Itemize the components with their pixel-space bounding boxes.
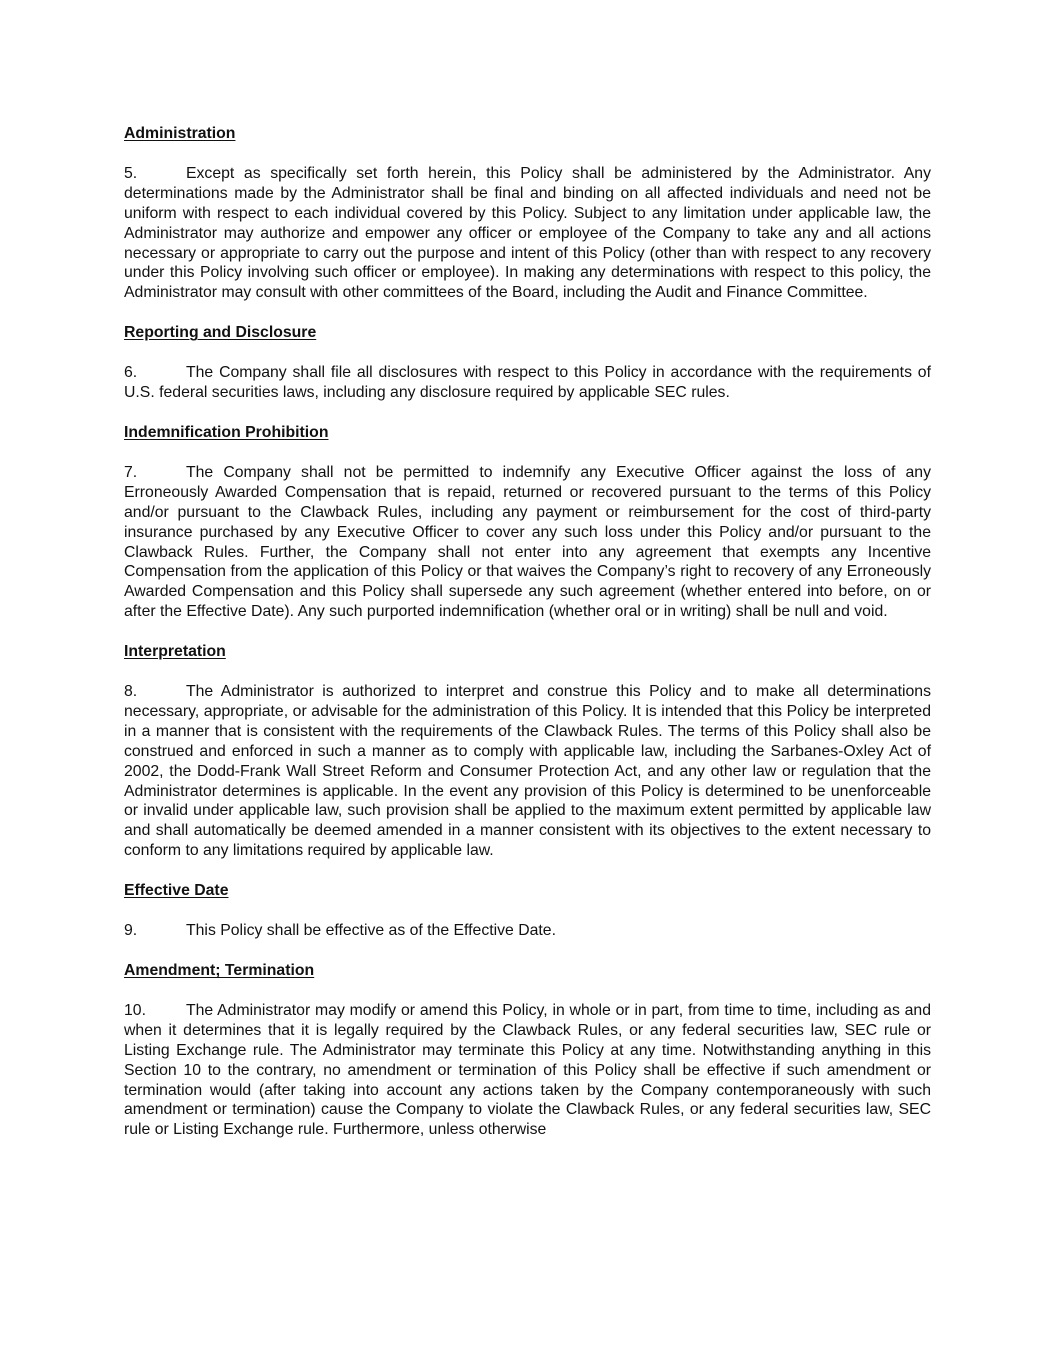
- paragraph-number: 8.: [124, 683, 138, 701]
- paragraph-number: 7.: [124, 463, 138, 481]
- section-heading-reporting-and-disclosure: Reporting and Disclosure: [124, 324, 317, 342]
- section-heading-indemnification-prohibition: Indemnification Prohibition: [124, 423, 329, 441]
- paragraph-number: 5.: [124, 164, 138, 182]
- paragraph-number: 10.: [124, 1001, 146, 1019]
- paragraph-text: Except as specifically set forth herein, this Policy shall be administered by the Administrator. Any determinations made by the Administrator shall be final and binding on all affected individuals and need not be uniform with respect to each individual covered by this Policy. Subject to any limitation under applicable law, the Administrator may authorize and empower any officer or employee of the Company to take any and all actions necessary or appropriate to carry out the purpose and intent of this Policy (other than with respect to any recovery under this Policy involving such officer or employee). In making any determinations with respect to this policy, the Administrator may consult with other committees of the Board, including the Audit and Finance Committee.: [124, 164, 931, 302]
- section-heading-interpretation: Interpretation: [124, 643, 226, 661]
- paragraph-text: The Administrator is authorized to interpret and construe this Policy and to make all determinations necessary, appropriate, or advisable for the administration of this Policy. It is intended that this Policy be interpreted in a manner that is consistent with the requirements of the Clawback Rules. The terms of this Policy shall also be construed and enforced in such a manner as to comply with applicable law, including the Sarbanes-Oxley Act of 2002, the Dodd-Frank Wall Street Reform and Consumer Protection Act, and any other law or regulation that the Administrator determines is applicable. In the event any provision of this Policy is determined to be unenforceable or invalid under applicable law, such provision shall be applied to the maximum extent permitted by applicable law and shall automatically be deemed amended in a manner consistent with its objectives to the extent necessary to conform to any limitations required by applicable law.: [124, 683, 931, 860]
- section-paragraph-7: [124, 463, 931, 622]
- paragraph-text: The Company shall file all disclosures with respect to this Policy in accordance with the requirements of U.S. federal securities laws, including any disclosure required by applicable SEC rules.: [124, 364, 931, 402]
- paragraph-number: 6.: [124, 364, 138, 382]
- document-page: [124, 124, 931, 1160]
- section-heading-effective-date: Effective Date: [124, 882, 229, 900]
- section-heading-amendment-termination: Amendment; Termination: [124, 962, 315, 979]
- section-paragraph-9: [124, 921, 931, 941]
- paragraph-number: 9.: [124, 922, 138, 940]
- section-paragraph-5: [124, 164, 931, 303]
- section-paragraph-8: [124, 682, 931, 861]
- section-paragraph-6: [124, 363, 931, 403]
- paragraph-text: The Administrator may modify or amend this Policy, in whole or in part, from time to time, including as and when it determines that it is legally required by the Clawback Rules, or any federal securities law, SEC rule or Listing Exchange rule. The Administrator may terminate this Policy at any time. Notwithstanding anything in this Section 10 to the contrary, no amendment or termination of this Policy shall be effective if such amendment or termination would (after taking into account any actions taken by the Company contemporaneously with such amendment or termination) cause the Company to violate the Clawback Rules, or any federal securities law, SEC rule or Listing Exchange rule. Furthermore, unless otherwise: [124, 1001, 931, 1139]
- section-heading-administration: Administration: [124, 125, 236, 142]
- section-paragraph-10: [124, 1001, 931, 1140]
- paragraph-text: This Policy shall be effective as of the Effective Date.: [186, 922, 556, 940]
- paragraph-text: The Company shall not be permitted to indemnify any Executive Officer against the loss of any Erroneously Awarded Compensation that is repaid, returned or recovered pursuant to the terms of this Policy and/or pursuant to the Clawback Rules, including any payment or reimbursement for the cost of third-party insurance purchased by any Executive Officer to cover any such loss under this Policy and/or pursuant to the Clawback Rules. Further, the Company shall not enter into any agreement that exempts any Incentive Compensation from the application of this Policy or that waives the Company’s right to recovery of any Erroneously Awarded Compensation and this Policy shall supersede any such agreement (whether entered into before, on or after the Effective Date). Any such purported indemnification (whether oral or in writing) shall be null and void.: [124, 463, 931, 621]
